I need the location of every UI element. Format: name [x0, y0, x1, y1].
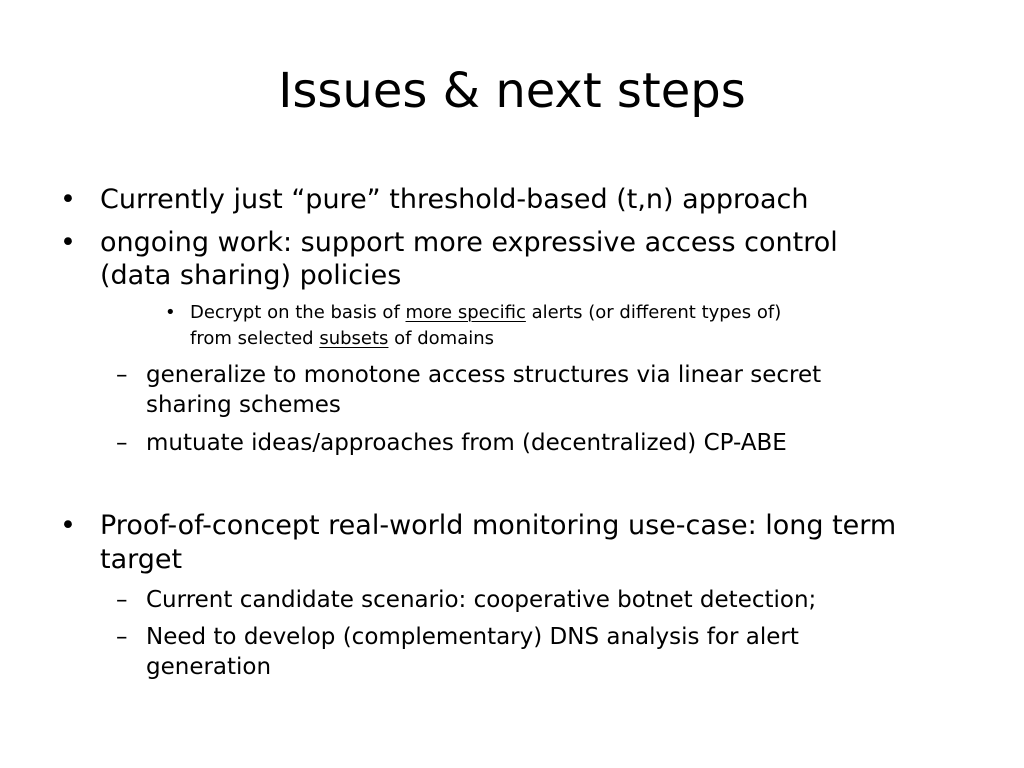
bullet-marker: • [60, 510, 76, 541]
slide-title: Issues & next steps [278, 63, 746, 119]
sub-bullet-text [190, 300, 781, 325]
sub-bullet-text: generation [146, 654, 272, 680]
sub-bullet-text [190, 326, 494, 351]
dash-marker: – [116, 624, 128, 650]
dash-marker: – [116, 430, 128, 456]
text-segment: alerts (or different types of) [525, 302, 782, 323]
sub-bullet-text: Need to develop (complementary) DNS analysis for alert [146, 624, 799, 650]
text-segment: of domains [388, 328, 495, 349]
bullet-text: ongoing work: support more expressive access control [100, 227, 838, 258]
underlined-term: more specific [405, 302, 526, 323]
sub-bullet-text: Current candidate scenario: cooperative botnet detection; [146, 587, 817, 613]
bullet-text: Currently just “pure” threshold-based (t,n) approach [100, 184, 809, 215]
dash-marker: – [116, 587, 128, 613]
bullet-text: Proof-of-concept real-world monitoring use-case: long term [100, 510, 897, 541]
bullet-marker: • [60, 184, 76, 215]
sub-bullet-text: generalize to monotone access structures via linear secret [146, 362, 822, 388]
bullet-text: (data sharing) policies [100, 260, 402, 291]
dash-marker: – [116, 362, 128, 388]
sub-bullet-marker: • [165, 302, 176, 323]
bullet-marker: • [60, 227, 76, 258]
text-segment: from selected [190, 328, 320, 349]
bullet-text: target [100, 544, 183, 575]
sub-bullet-text: sharing schemes [146, 392, 341, 418]
sub-bullet-text: mutuate ideas/approaches from (decentralized) CP-ABE [146, 430, 787, 456]
underlined-term: subsets [319, 328, 389, 349]
text-segment: Decrypt on the basis of [190, 302, 406, 323]
